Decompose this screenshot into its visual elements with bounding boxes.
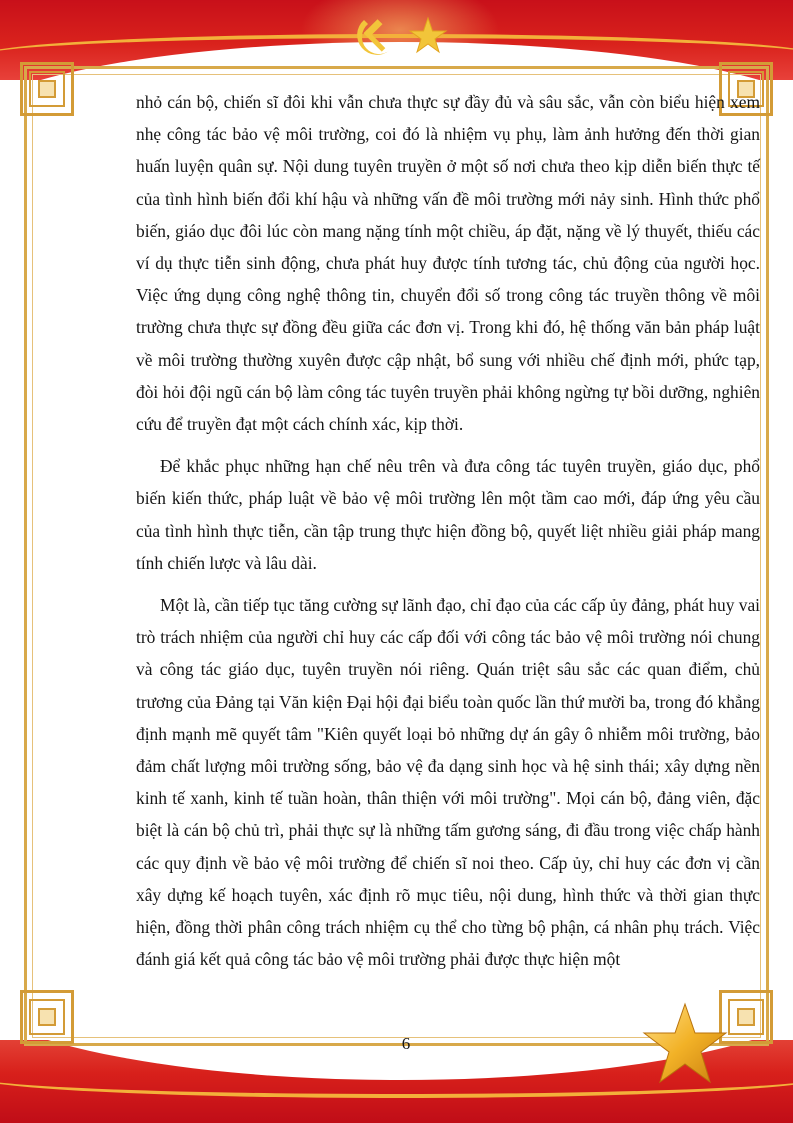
body-paragraph: Để khắc phục những hạn chế nêu trên và đưa công tác tuyên truyền, giáo dục, phổ biến kiến thức, pháp luật về bảo vệ môi trường lên một tầm cao mới, đáp ứng yêu cầu của tình hình thực tiễn, cần tập trung thực hiện đồng bộ, quyết liệt nhiều giải pháp mang tính chiến lược và lâu dài. [136, 456, 760, 573]
hammer-sickle-icon [350, 10, 450, 66]
page-number: 6 [401, 1034, 411, 1053]
header-emblem [350, 10, 450, 66]
frame-corner-ornament [20, 990, 74, 1044]
frame-corner-ornament [20, 62, 74, 116]
document-body [136, 86, 760, 975]
gold-star-icon [640, 1000, 730, 1090]
body-paragraph: nhỏ cán bộ, chiến sĩ đôi khi vẫn chưa thực sự đầy đủ và sâu sắc, vẫn còn biểu hiện xem nhẹ công tác bảo vệ môi trường, coi đó là nhiệm vụ phụ, làm ảnh hưởng đến thời gian huấn luyện quân sự. Nội dung tuyên truyền ở một số nơi chưa theo kịp diễn biến thực tế của tình hình biến đổi khí hậu và những vấn đề môi trường mới nảy sinh. Hình thức phổ biến, giáo dục đôi lúc còn mang nặng tính một chiều, áp đặt, nặng về lý thuyết, thiếu các ví dụ thực tiễn sinh động, chưa phát huy được tính tương tác, chủ động của người học. Việc ứng dụng công nghệ thông tin, chuyển đổi số trong công tác truyền thông về môi trường chưa thực sự đồng đều giữa các đơn vị. Trong khi đó, hệ thống văn bản pháp luật về môi trường thường xuyên được cập nhật, bổ sung với nhiều chế định mới, phức tạp, đòi hỏi đội ngũ cán bộ làm công tác tuyên truyền phải không ngừng tự bồi dưỡng, nghiên cứu để truyền đạt một cách chính xác, kịp thời. [136, 92, 760, 435]
body-paragraph: Một là, cần tiếp tục tăng cường sự lãnh đạo, chỉ đạo của các cấp ủy đảng, phát huy vai trò trách nhiệm của người chỉ huy các cấp đối với công tác bảo vệ môi trường nói chung và công tác giáo dục, tuyên truyền nói riêng. Quán triệt sâu sắc các quan điểm, chủ trương của Đảng tại Văn kiện Đại hội đại biểu toàn quốc lần thứ mười ba, trong đó khẳng định mạnh mẽ quyết tâm "Kiên quyết loại bỏ những dự án gây ô nhiễm môi trường, bảo đảm chất lượng môi trường sống, bảo vệ đa dạng sinh học và hệ sinh thái; xây dựng nền kinh tế xanh, kinh tế tuần hoàn, thân thiện với môi trường". Mọi cán bộ, đảng viên, đặc biệt là cán bộ chủ trì, phải thực sự là những tấm gương sáng, đi đầu trong việc chấp hành các quy định về bảo vệ môi trường để chiến sĩ noi theo. Cấp ủy, chỉ huy các đơn vị cần xây dựng kế hoạch tuyên, xác định rõ mục tiêu, nội dung, hình thức và thời gian thực hiện, đồng thời phân công trách nhiệm cụ thể cho từng bộ phận, cá nhân phụ trách. Việc đánh giá kết quả công tác bảo vệ môi trường phải được thực hiện một [136, 595, 760, 970]
